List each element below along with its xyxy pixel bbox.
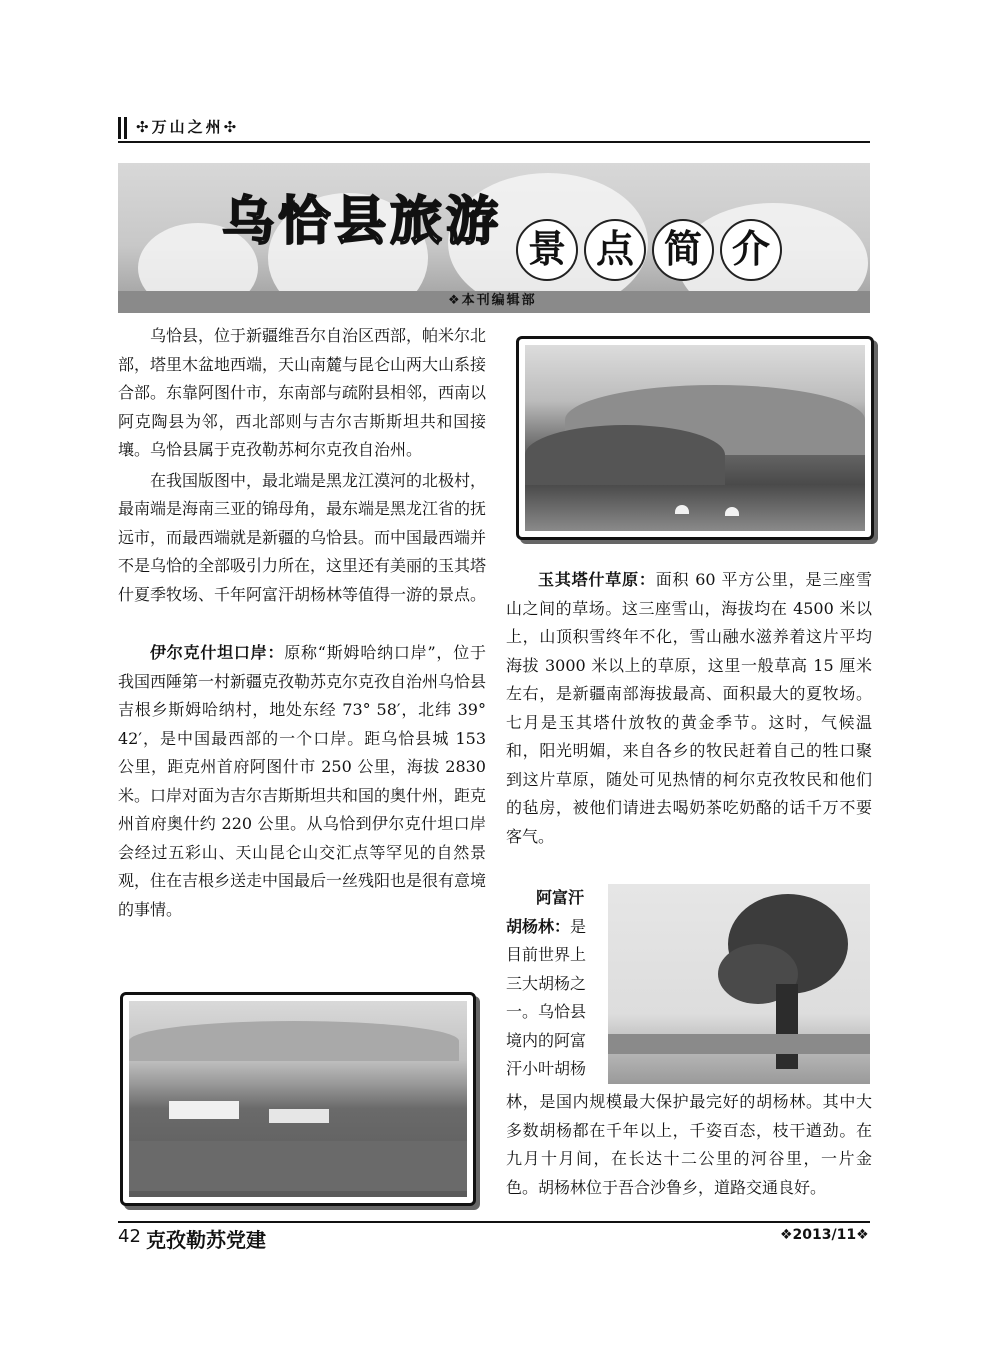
left-column xyxy=(118,322,486,924)
footer-rule xyxy=(118,1221,870,1223)
subtitle-char: 介 xyxy=(720,219,782,281)
grassland-photo-frame xyxy=(516,336,874,540)
narrow-line: 境内的阿富 xyxy=(506,1030,587,1050)
narrow-line: 目前世界上 xyxy=(506,945,587,964)
intro-paragraph: 乌恰县，位于新疆维吾尔自治区西部，帕米尔北部，塔里木盆地西端，天山南麓与昆仑山两大山系接合部。东靠阿图什市，东南部与疏附县相邻，西南以阿克陶县为邻，西北部则与吉尔吉斯斯坦共和国接壤。乌恰县属于克孜勒苏柯尔克孜自治州。 xyxy=(118,326,487,459)
port-paragraph xyxy=(118,639,486,924)
narrow-line: 一。乌恰县 xyxy=(506,1002,587,1021)
page-number: 42 xyxy=(118,1226,141,1247)
poplar-continuation xyxy=(506,1088,872,1202)
port-body: 原称“斯姆哈纳口岸”，位于我国西陲第一村新疆克孜勒苏克尔克孜自治州乌恰县吉根乡斯姆哈纳村，地处东经 73° 58′，北纬 39° 42′，是中国最西部的一个口岸。距乌恰县城 153 公里，距克州首府阿图什市 250 公里，海拔 2830 米。口岸对面为吉尔吉斯斯坦共和国的奥什州，距克州首府奥什约 220 公里。从乌恰到伊尔克什坦口岸会经过五彩山、天山昆仑山交汇点等罕见的自然景观，住在吉根乡送走中国最后一丝残阳也是很有意境的事情。 xyxy=(118,643,487,919)
right-column xyxy=(506,566,872,851)
narrow-line: 汗小叶胡杨 xyxy=(506,1059,587,1078)
subtitle-char: 简 xyxy=(652,219,714,281)
yard-shape xyxy=(129,1141,467,1191)
mountain-ridge xyxy=(129,1021,459,1061)
poplar-heading-line2: 胡杨林： xyxy=(506,916,571,936)
narrow-line: 三大胡杨之 xyxy=(506,973,587,993)
poplar-photo xyxy=(608,884,870,1084)
magazine-name: 克孜勒苏党建 xyxy=(146,1228,266,1252)
narrow-line: 是 xyxy=(570,916,587,936)
building-shape xyxy=(269,1109,329,1123)
grassland-body: 面积 60 平方公里，是三座雪山之间的草场。这三座雪山，海拔均在 4500 米以上，山顶积雪终年不化，雪山融水滋养着这片平均海拔 3000 米以上的草原，这里一般草高 15 厘米左右，是新疆南部海拔最高、面积最大的夏牧场。七月是玉其塔什放牧的黄金季节。这时，气候温和，阳光明媚，来自各乡的牧民赶着自己的牲口聚到这片草原，随处可见热情的柯尔克孜牧民和他们的毡房，被他们请进去喝奶茶吃奶酪的话千万不要客气。 xyxy=(506,570,872,846)
grassland-heading: 玉其塔什草原： xyxy=(538,570,656,589)
building-shape xyxy=(169,1101,239,1119)
subtitle-char: 点 xyxy=(584,219,646,281)
extremes-paragraph: 在我国版图中，最北端是黑龙江漠河的北极村，最南端是海南三亚的锦母角，最东端是黑龙江省的抚远市，而最西端就是新疆的乌恰县。而中国最西端并不是乌恰的全部吸引力所在，这里还有美丽的玉其塔什夏季牧场、千年阿富汗胡杨林等值得一游的景点。 xyxy=(118,470,487,604)
grassland-paragraph xyxy=(506,566,872,851)
poplar-heading-line1: 阿富汗 xyxy=(536,888,585,907)
grassland-photo xyxy=(525,345,865,531)
yurt-shape xyxy=(725,507,739,516)
issue-number: ❖2013/11❖ xyxy=(780,1227,869,1243)
mountain-ridge xyxy=(525,425,725,485)
poplar-narrow-text xyxy=(506,884,606,1084)
yurt-shape xyxy=(675,505,689,514)
port-photo xyxy=(129,1001,467,1197)
banner-title: 乌恰县旅游 xyxy=(222,192,503,252)
tree-trunk xyxy=(776,984,798,1069)
header-bars xyxy=(118,117,132,139)
grove-shape xyxy=(608,1034,870,1054)
section-label: ✣万山之州✣ xyxy=(136,118,240,136)
subtitle-char: 景 xyxy=(516,219,578,281)
header-rule xyxy=(118,141,870,143)
port-photo-frame xyxy=(120,992,476,1206)
byline: ❖本刊编辑部 xyxy=(448,293,537,308)
poplar-body: 林，是国内规模最大保护最完好的胡杨林。其中大多数胡杨都在千年以上，千姿百态，枝干遒劲。在九月十月间，在长达十二公里的河谷里，一片金色。胡杨林位于吾合沙鲁乡，道路交通良好。 xyxy=(506,1092,872,1197)
title-banner xyxy=(118,163,870,313)
port-heading: 伊尔克什坦口岸： xyxy=(150,643,285,662)
banner-subtitle xyxy=(516,219,788,281)
